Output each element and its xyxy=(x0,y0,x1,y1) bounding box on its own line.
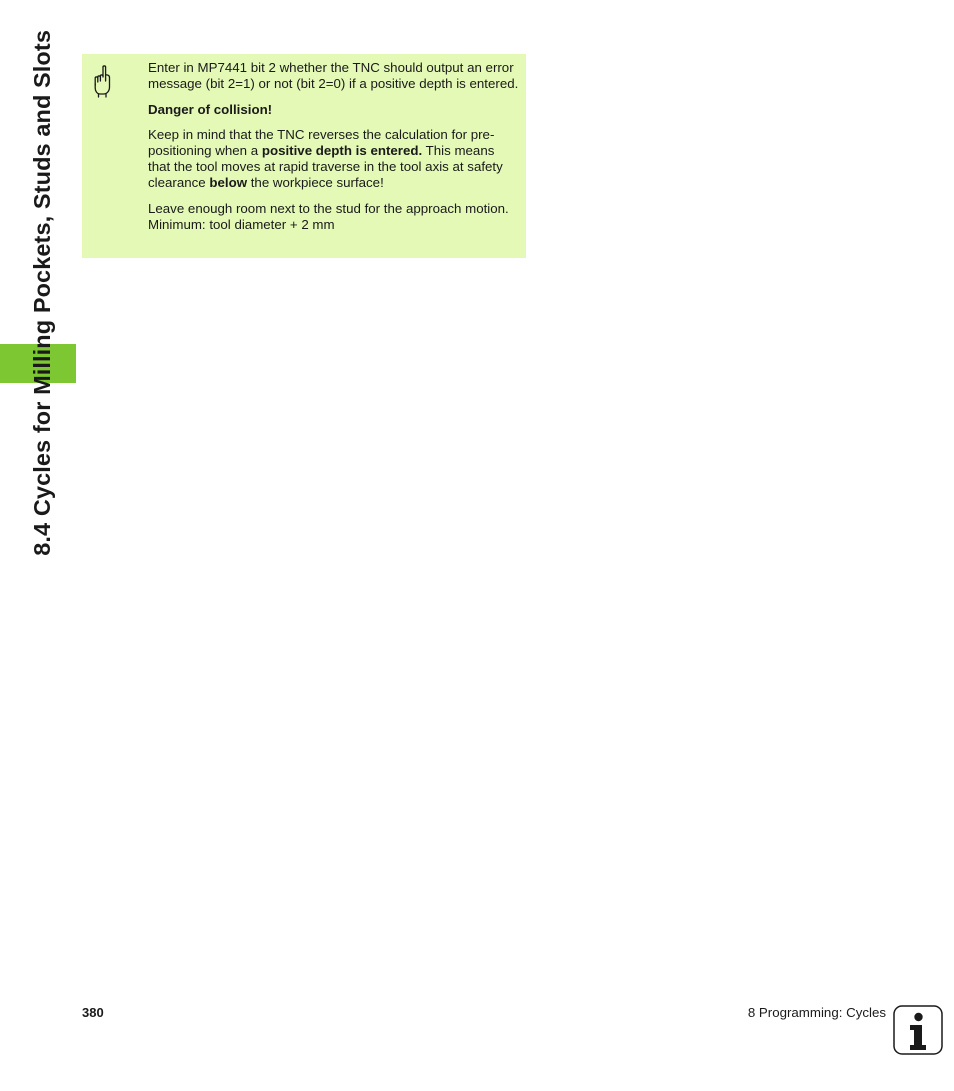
note-text xyxy=(148,60,520,243)
page-number: 380 xyxy=(82,1005,104,1020)
info-icon[interactable] xyxy=(893,1005,943,1055)
note-box xyxy=(82,54,526,258)
text-run: the workpiece surface! xyxy=(247,175,384,190)
pointing-hand-icon xyxy=(90,64,116,98)
danger-heading: Danger of collision! xyxy=(148,102,273,117)
footer-chapter: 8 Programming: Cycles xyxy=(747,1005,886,1020)
note-paragraph-prepositioning xyxy=(148,127,520,191)
note-paragraph-mp7441: Enter in MP7441 bit 2 whether the TNC should output an error message (bit 2=1) or not (bit 2=0) if a positive depth is entered. xyxy=(148,60,519,91)
text-run: Keep in mind that the TNC reverses the calculation for pre-positioning when a xyxy=(148,127,495,158)
text-run: This means that the tool moves at rapid traverse in the tool axis at safety clearance xyxy=(148,143,503,190)
emphasis-positive-depth: positive depth is entered. xyxy=(261,143,423,158)
chapter-title: 8.4 Cycles for Milling Pockets, Studs and Slots xyxy=(29,30,55,556)
chapter-title-wrap xyxy=(22,30,62,620)
emphasis-below: below xyxy=(209,175,248,190)
note-paragraph-clearance: Leave enough room next to the stud for the approach motion. Minimum: tool diameter + 2 mm xyxy=(148,201,509,232)
